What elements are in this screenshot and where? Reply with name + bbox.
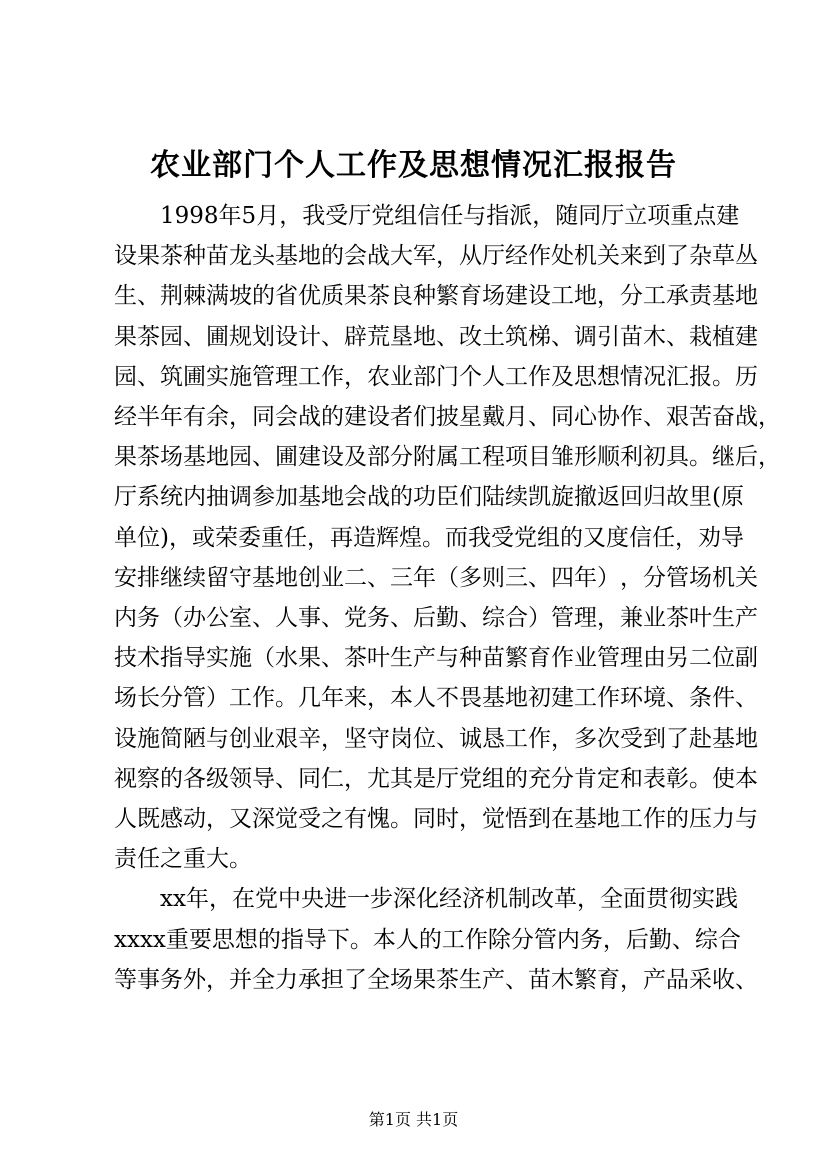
body-text-line: 视 察 的 各 级 领 导 、 同 仁 ， 尤 其 是 厅 党 组 的 充 分 肯 定 和 表 彰 。 使 本 xyxy=(114,765,758,792)
document-title: 农业部门个人工作及思想情况汇报报告 xyxy=(150,148,677,183)
body-text-line: 安 排 继 续 留 守 基 地 创 业 二 、 三 年 （ 多 则 三 、 四 年 ） ， 分 管 场 机 关 xyxy=(114,564,758,591)
body-text-line: 经 半 年 有 余 ， 同 会 战 的 建 设 者 们 披 星 戴 月 、 同 心 协 作 、 艰 苦 奋 战 ， xyxy=(114,404,781,430)
body-text-line: 园 、 筑 圃 实 施 管 理 工 作 ， 农 业 部 门 个 人 工 作 及 思 想 情 况 汇 报 。 历 xyxy=(114,363,758,390)
body-text-line: 单 位 ) ， 或 荣 委 重 任 ， 再 造 辉 煌 。 而 我 受 党 组 的 又 度 信 任 ， 劝 导 xyxy=(114,524,744,551)
body-text-line: 生 、 荆 棘 满 坡 的 省 优 质 果 茶 良 种 繁 育 场 建 设 工 地 ， 分 工 承 责 基 地 xyxy=(114,283,758,310)
body-text-line: 设 果 茶 种 苗 龙 头 基 地 的 会 战 大 军 ， 从 厅 经 作 处 机 关 来 到 了 杂 草 丛 xyxy=(114,243,758,270)
body-text-line: 厅 系 统 内 抽 调 参 加 基 地 会 战 的 功 臣 们 陆 续 凯 旋 撤 返 回 归 故 里 ( 原 xyxy=(114,484,744,511)
page-footer: 第1页 共1页 xyxy=(368,1110,459,1129)
body-text-line: xx 年 ， 在 党 中 央 进 一 步 深 化 经 济 机 制 改 革 ， 全 面 贯 彻 实 践 xyxy=(160,886,738,913)
body-text-line: xxxx 重 要 思 想 的 指 导 下 。 本 人 的 工 作 除 分 管 内 务 ， 后 勤 、 综 合 xyxy=(114,926,741,953)
body-text-line: 技 术 指 导 实 施 （ 水 果 、 茶 叶 生 产 与 种 苗 繁 育 作 业 管 理 由 另 二 位 副 xyxy=(114,645,758,672)
body-text-line: 责任之重大。 xyxy=(114,846,252,873)
body-text-line: 场 长 分 管 ） 工 作 。 几 年 来 ， 本 人 不 畏 基 地 初 建 工 作 环 境 、 条 件 、 xyxy=(114,685,758,712)
body-text-line: 1998 年 5 月 ， 我 受 厅 党 组 信 任 与 指 派 ， 随 同 厅 立 项 重 点 建 xyxy=(160,203,740,229)
body-text-line: 果 茶 园 、 圃 规 划 设 计 、 辟 荒 垦 地 、 改 土 筑 梯 、 调 引 苗 木 、 栽 植 建 xyxy=(114,323,758,350)
body-text-line: 等 事 务 外 ， 并 全 力 承 担 了 全 场 果 茶 生 产 、 苗 木 繁 育 ， 产 品 采 收 、 xyxy=(114,966,758,993)
body-text-line: 果 茶 场 基 地 园 、 圃 建 设 及 部 分 附 属 工 程 项 目 雏 形 顺 利 初 具 。 继 后 ， xyxy=(114,444,781,471)
body-text-line: 内 务 （ 办 公 室 、 人 事 、 党 务 、 后 勤 、 综 合 ） 管 理 ， 兼 业 茶 叶 生 产 xyxy=(114,605,758,631)
body-text-line: 设 施 简 陋 与 创 业 艰 辛 ， 坚 守 岗 位 、 诚 恳 工 作 ， 多 次 受 到 了 赴 基 地 xyxy=(114,725,758,752)
body-text-line: 人 既 感 动 ， 又 深 觉 受 之 有 愧 。 同 时 ， 觉 悟 到 在 基 地 工 作 的 压 力 与 xyxy=(114,806,758,832)
